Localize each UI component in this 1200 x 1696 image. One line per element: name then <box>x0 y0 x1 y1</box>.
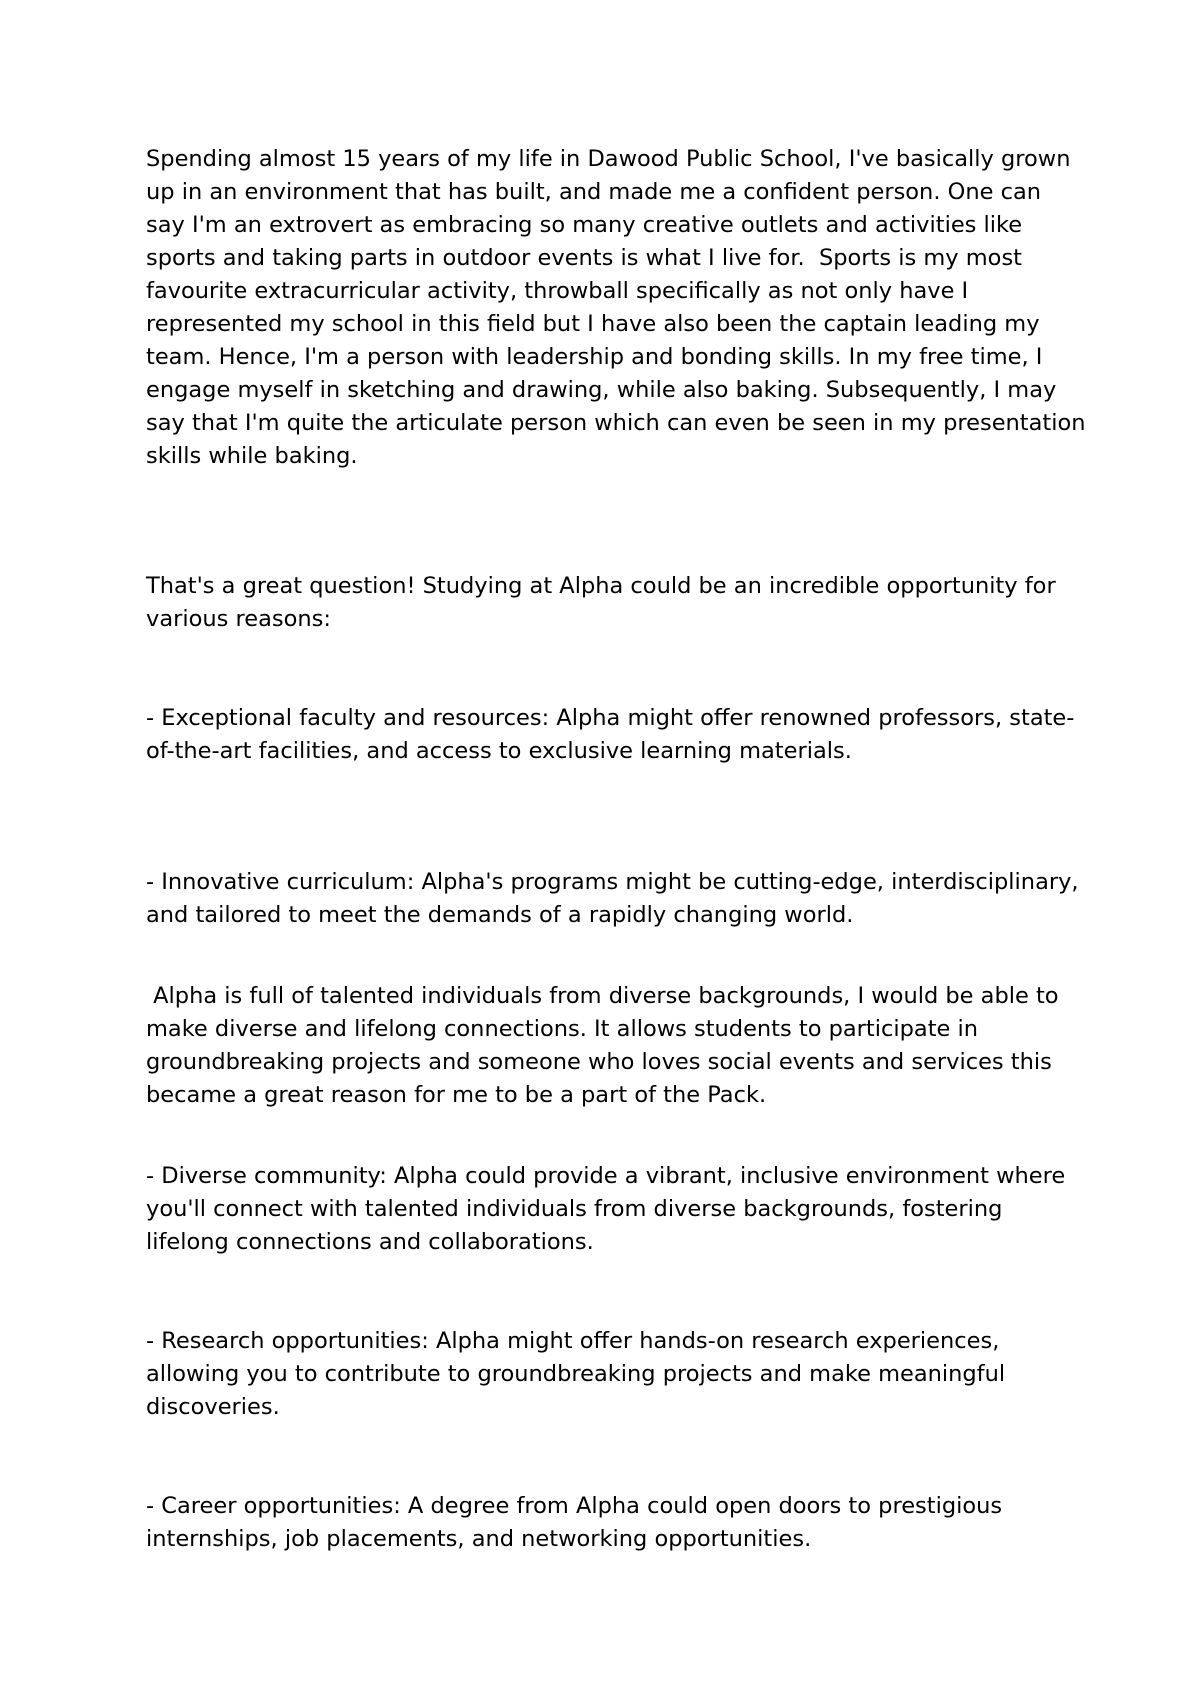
paragraph-research: - Research opportunities: Alpha might offer hands-on research experiences, allowing you to contribute to groundbreaking projects and make meaningful discoveries. <box>146 1328 1013 1420</box>
paragraph-faculty-resources: - Exceptional faculty and resources: Alpha might offer renowned professors, state-of-the-art facilities, and access to exclusive learning materials. <box>146 705 1075 764</box>
paragraph-curriculum: - Innovative curriculum: Alpha's programs might be cutting-edge, interdisciplinary, and tailored to meet the demands of a rapidly changing world. <box>146 869 1086 928</box>
paragraph-personal-reason: Alpha is full of talented individuals from diverse backgrounds, I would be able to make diverse and lifelong connections. It allows students to participate in groundbreaking projects and someone who loves social events and services this became a great reason for me to be a part of the Pack. <box>146 983 1066 1108</box>
paragraph-introduction: Spending almost 15 years of my life in Dawood Public School, I've basically grown up in an environment that has built, and made me a confident person. One can say I'm an extrovert as embracing so many creative outlets and activities like sports and taking parts in outdoor events is what I live for. Sports is my most favourite extracurricular activity, throwball specifically as not only have I represented my school in this field but I have also been the captain leading my team. Hence, I'm a person with leadership and bonding skills. In my free time, I engage myself in sketching and drawing, while also baking. Subsequently, I may say that I'm quite the articulate person which can even be seen in my presentation skills while baking. <box>146 146 1093 469</box>
paragraph-question-intro: That's a great question! Studying at Alpha could be an incredible opportunity for various reasons: <box>146 573 1063 632</box>
paragraph-diverse-community: - Diverse community: Alpha could provide a vibrant, inclusive environment where you'll connect with talented individuals from diverse backgrounds, fostering lifelong connections and collaborations. <box>146 1163 1073 1255</box>
paragraph-career: - Career opportunities: A degree from Alpha could open doors to prestigious internships, job placements, and networking opportunities. <box>146 1493 1010 1552</box>
